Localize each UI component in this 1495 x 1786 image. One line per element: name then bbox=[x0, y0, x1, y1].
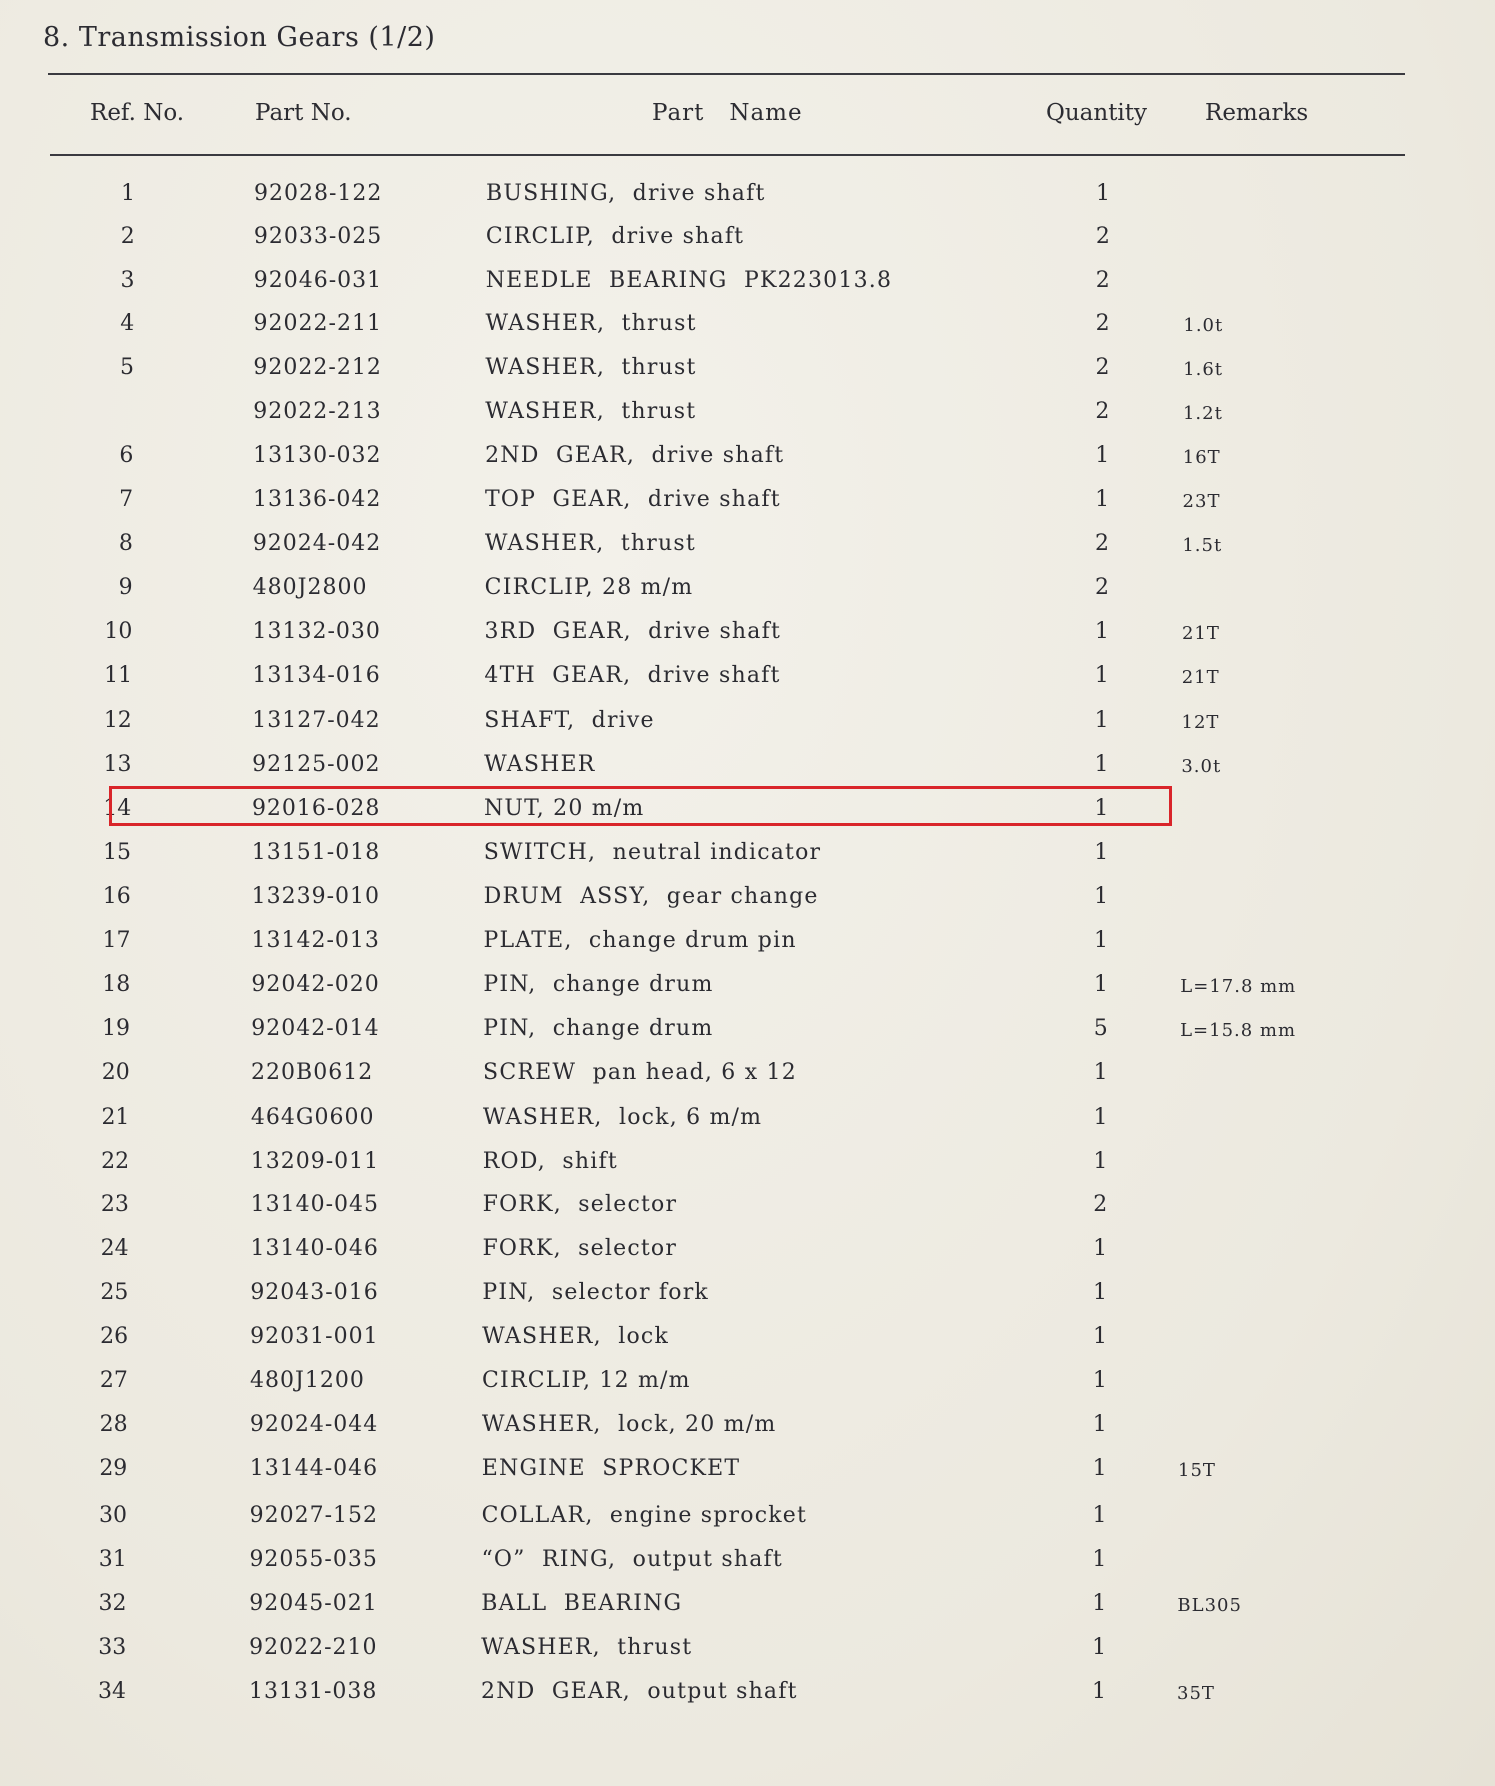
part-name-cell: PIN, change drum bbox=[483, 972, 714, 997]
quantity-cell: 1 bbox=[1094, 928, 1108, 953]
quantity-cell: 1 bbox=[1094, 708, 1109, 733]
quantity-cell: 1 bbox=[1094, 840, 1109, 865]
ref-no-cell: 3 bbox=[120, 268, 135, 293]
remarks-cell: 1.5t bbox=[1182, 535, 1223, 556]
part-no-cell: 220B0612 bbox=[251, 1060, 374, 1085]
header-rule bbox=[50, 154, 1405, 156]
quantity-cell: 2 bbox=[1093, 1192, 1108, 1217]
part-no-cell: 92031-001 bbox=[250, 1324, 379, 1349]
part-name-cell: SHAFT, drive bbox=[484, 708, 655, 733]
table-row bbox=[0, 487, 1495, 531]
part-name-cell: DRUM ASSY, gear change bbox=[483, 884, 819, 909]
part-name-cell: SCREW pan head, 6 x 12 bbox=[483, 1060, 797, 1085]
part-no-cell: 92027-152 bbox=[249, 1503, 378, 1528]
quantity-cell: 1 bbox=[1092, 1456, 1107, 1481]
ref-no-cell: 10 bbox=[104, 619, 133, 644]
table-row bbox=[0, 928, 1495, 972]
part-no-cell: 13132-030 bbox=[252, 619, 381, 644]
part-no-cell: 13142-013 bbox=[251, 928, 380, 953]
part-no-cell: 92042-020 bbox=[251, 972, 380, 997]
ref-no-cell: 11 bbox=[104, 663, 133, 688]
part-name-cell: TOP GEAR, drive shaft bbox=[484, 487, 781, 512]
remarks-cell: 23T bbox=[1182, 491, 1221, 512]
ref-no-cell: 23 bbox=[100, 1192, 129, 1217]
table-row bbox=[0, 1324, 1495, 1368]
quantity-cell: 1 bbox=[1094, 752, 1109, 777]
table-row bbox=[0, 399, 1495, 443]
table-row bbox=[0, 619, 1495, 663]
part-no-cell: 13144-046 bbox=[249, 1456, 379, 1481]
ref-no-cell: 32 bbox=[98, 1591, 127, 1616]
remarks-cell: 15T bbox=[1178, 1460, 1216, 1481]
table-row bbox=[0, 443, 1495, 487]
part-name-cell: BALL BEARING bbox=[481, 1591, 683, 1616]
part-no-cell: 13140-046 bbox=[250, 1236, 379, 1261]
remarks-cell: L=15.8 mm bbox=[1180, 1020, 1297, 1041]
part-no-cell: 92024-042 bbox=[252, 531, 382, 556]
part-name-cell: PLATE, change drum pin bbox=[483, 928, 797, 953]
table-row bbox=[0, 1236, 1495, 1280]
part-no-cell: 92024-044 bbox=[249, 1412, 379, 1437]
table-row bbox=[0, 575, 1495, 619]
part-no-cell: 92043-016 bbox=[250, 1280, 379, 1305]
part-no-cell: 92046-031 bbox=[253, 268, 383, 293]
table-row bbox=[0, 1679, 1495, 1723]
table-row bbox=[0, 840, 1495, 884]
part-no-cell: 13127-042 bbox=[252, 708, 381, 733]
part-name-cell: NUT, 20 m/m bbox=[483, 796, 645, 821]
quantity-cell: 2 bbox=[1095, 268, 1110, 293]
part-no-cell: 13209-011 bbox=[250, 1149, 380, 1174]
part-name-cell: 3RD GEAR, drive shaft bbox=[484, 619, 782, 644]
part-name-cell: NEEDLE BEARING PK223013.8 bbox=[485, 268, 893, 293]
ref-no-cell: 1 bbox=[121, 181, 135, 206]
table-row bbox=[0, 1368, 1495, 1412]
part-name-cell: WASHER, thrust bbox=[485, 399, 697, 424]
ref-no-cell: 34 bbox=[98, 1679, 126, 1704]
quantity-cell: 5 bbox=[1093, 1016, 1108, 1041]
part-name-cell: CIRCLIP, drive shaft bbox=[485, 224, 745, 249]
table-row bbox=[0, 1412, 1495, 1456]
quantity-cell: 1 bbox=[1092, 1324, 1107, 1349]
part-name-cell: WASHER, thrust bbox=[481, 1635, 693, 1660]
part-name-cell: WASHER, lock bbox=[482, 1324, 669, 1349]
ref-no-cell: 31 bbox=[98, 1547, 127, 1572]
table-row bbox=[0, 663, 1495, 707]
ref-no-cell: 18 bbox=[102, 972, 131, 997]
quantity-cell: 1 bbox=[1093, 1105, 1108, 1130]
part-name-cell: WASHER, thrust bbox=[485, 355, 697, 380]
ref-no-cell: 28 bbox=[99, 1412, 128, 1437]
part-no-cell: 464G0600 bbox=[250, 1105, 375, 1130]
table-row bbox=[0, 1635, 1495, 1679]
quantity-cell: 2 bbox=[1095, 224, 1110, 249]
remarks-cell: BL305 bbox=[1177, 1595, 1242, 1616]
quantity-cell: 1 bbox=[1096, 181, 1110, 206]
quantity-cell: 1 bbox=[1094, 796, 1109, 821]
part-name-cell: 2ND GEAR, output shaft bbox=[481, 1679, 798, 1704]
ref-no-cell: 13 bbox=[103, 752, 132, 777]
table-row bbox=[0, 1105, 1495, 1149]
part-name-cell: 2ND GEAR, drive shaft bbox=[485, 443, 785, 468]
part-no-cell: 92045-021 bbox=[249, 1591, 378, 1616]
quantity-cell: 1 bbox=[1092, 1368, 1107, 1393]
ref-no-cell: 6 bbox=[119, 443, 134, 468]
ref-no-cell: 9 bbox=[118, 575, 133, 600]
ref-no-cell: 29 bbox=[99, 1456, 128, 1481]
ref-no-cell: 17 bbox=[102, 928, 131, 953]
table-row bbox=[0, 1280, 1495, 1324]
table-row bbox=[0, 1547, 1495, 1591]
part-no-cell: 480J1200 bbox=[250, 1368, 365, 1393]
ref-no-cell: 2 bbox=[120, 224, 135, 249]
table-row bbox=[0, 181, 1495, 225]
quantity-cell: 2 bbox=[1095, 399, 1110, 424]
quantity-cell: 1 bbox=[1094, 663, 1109, 688]
quantity-cell: 2 bbox=[1095, 355, 1110, 380]
ref-no-cell: 8 bbox=[118, 531, 133, 556]
table-row bbox=[0, 1456, 1495, 1500]
ref-no-cell: 27 bbox=[99, 1368, 128, 1393]
header-ref-no: Ref. No. bbox=[90, 100, 185, 126]
remarks-cell: 1.6t bbox=[1183, 359, 1224, 380]
quantity-cell: 1 bbox=[1092, 1679, 1106, 1704]
remarks-cell: 3.0t bbox=[1181, 756, 1222, 777]
part-no-cell: 480J2800 bbox=[252, 575, 368, 600]
remarks-cell: 35T bbox=[1177, 1683, 1215, 1704]
part-name-cell: PIN, change drum bbox=[483, 1016, 714, 1041]
remarks-cell: 16T bbox=[1182, 447, 1221, 468]
quantity-cell: 1 bbox=[1092, 1412, 1107, 1437]
part-no-cell: 92125-002 bbox=[252, 752, 381, 777]
quantity-cell: 1 bbox=[1093, 1149, 1108, 1174]
table-row bbox=[0, 1192, 1495, 1236]
ref-no-cell: 7 bbox=[119, 487, 134, 512]
ref-no-cell: 25 bbox=[100, 1280, 129, 1305]
ref-no-cell: 26 bbox=[100, 1324, 129, 1349]
part-name-cell: SWITCH, neutral indicator bbox=[483, 840, 822, 865]
ref-no-cell: 16 bbox=[102, 884, 131, 909]
table-row bbox=[0, 1591, 1495, 1635]
part-no-cell: 92055-035 bbox=[249, 1547, 378, 1572]
part-name-cell: WASHER, thrust bbox=[485, 311, 697, 336]
quantity-cell: 1 bbox=[1093, 1060, 1108, 1085]
table-row bbox=[0, 355, 1495, 399]
quantity-cell: 1 bbox=[1095, 443, 1110, 468]
part-name-cell: WASHER, lock, 20 m/m bbox=[481, 1412, 777, 1437]
part-name-cell: PIN, selector fork bbox=[482, 1280, 709, 1305]
ref-no-cell: 14 bbox=[103, 796, 132, 821]
part-name-cell: ROD, shift bbox=[482, 1149, 618, 1174]
quantity-cell: 2 bbox=[1094, 575, 1109, 600]
part-no-cell: 13131-038 bbox=[249, 1679, 378, 1704]
part-no-cell: 13140-045 bbox=[250, 1192, 380, 1217]
part-no-cell: 92042-014 bbox=[251, 1016, 380, 1041]
part-no-cell: 92028-122 bbox=[254, 181, 383, 206]
remarks-cell: 1.0t bbox=[1183, 315, 1224, 336]
quantity-cell: 2 bbox=[1095, 311, 1110, 336]
header-part-no: Part No. bbox=[255, 100, 352, 126]
part-name-cell: FORK, selector bbox=[482, 1192, 678, 1217]
remarks-cell: 21T bbox=[1181, 623, 1220, 644]
part-name-cell: BUSHING, drive shaft bbox=[486, 181, 766, 206]
table-row bbox=[0, 884, 1495, 928]
ref-no-cell: 22 bbox=[101, 1149, 130, 1174]
page-title: 8. Transmission Gears (1/2) bbox=[43, 22, 436, 53]
part-name-cell: WASHER, thrust bbox=[484, 531, 696, 556]
table-row bbox=[0, 1149, 1495, 1193]
title-rule bbox=[48, 73, 1405, 75]
part-no-cell: 13239-010 bbox=[251, 884, 381, 909]
part-no-cell: 13130-032 bbox=[253, 443, 382, 468]
part-name-cell: COLLAR, engine sprocket bbox=[481, 1503, 808, 1528]
part-no-cell: 92033-025 bbox=[253, 224, 383, 249]
part-name-cell: WASHER, lock, 6 m/m bbox=[482, 1105, 763, 1130]
quantity-cell: 1 bbox=[1094, 619, 1109, 644]
part-no-cell: 92022-210 bbox=[249, 1635, 378, 1660]
part-no-cell: 13151-018 bbox=[251, 840, 381, 865]
ref-no-cell: 30 bbox=[99, 1503, 128, 1528]
part-name-cell: WASHER bbox=[484, 752, 596, 777]
table-row bbox=[0, 531, 1495, 575]
quantity-cell: 1 bbox=[1092, 1547, 1107, 1572]
part-name-cell: CIRCLIP, 12 m/m bbox=[482, 1368, 691, 1393]
table-row bbox=[0, 972, 1495, 1016]
ref-no-cell: 19 bbox=[101, 1016, 130, 1041]
quantity-cell: 1 bbox=[1092, 1591, 1107, 1616]
part-name-cell: CIRCLIP, 28 m/m bbox=[484, 575, 694, 600]
ref-no-cell: 21 bbox=[101, 1105, 130, 1130]
remarks-cell: 12T bbox=[1181, 712, 1220, 733]
ref-no-cell: 24 bbox=[100, 1236, 129, 1261]
table-row bbox=[0, 1016, 1495, 1060]
part-name-cell: ENGINE SPROCKET bbox=[481, 1456, 741, 1481]
ref-no-cell: 5 bbox=[119, 355, 134, 380]
quantity-cell: 2 bbox=[1095, 531, 1110, 556]
quantity-cell: 1 bbox=[1093, 1280, 1108, 1305]
part-no-cell: 92022-211 bbox=[253, 311, 382, 336]
ref-no-cell: 12 bbox=[103, 708, 132, 733]
remarks-cell: 21T bbox=[1181, 667, 1220, 688]
quantity-cell: 1 bbox=[1093, 1236, 1108, 1261]
quantity-cell: 1 bbox=[1094, 884, 1109, 909]
ref-no-cell: 33 bbox=[98, 1635, 127, 1660]
table-row bbox=[0, 311, 1495, 355]
ref-no-cell: 15 bbox=[103, 840, 132, 865]
part-no-cell: 92016-028 bbox=[251, 796, 381, 821]
table-row bbox=[0, 224, 1495, 268]
remarks-cell: L=17.8 mm bbox=[1180, 976, 1297, 997]
ref-no-cell: 20 bbox=[101, 1060, 130, 1085]
header-quantity: Quantity bbox=[1046, 100, 1148, 126]
ref-no-cell: 4 bbox=[120, 311, 135, 336]
part-name-cell: FORK, selector bbox=[482, 1236, 678, 1261]
part-name-cell: “O” RING, output shaft bbox=[481, 1547, 783, 1572]
quantity-cell: 1 bbox=[1095, 487, 1110, 512]
table-row bbox=[0, 708, 1495, 752]
remarks-cell: 1.2t bbox=[1182, 403, 1223, 424]
quantity-cell: 1 bbox=[1092, 1503, 1107, 1528]
part-name-cell: 4TH GEAR, drive shaft bbox=[484, 663, 781, 688]
table-row bbox=[0, 1060, 1495, 1104]
table-row bbox=[0, 268, 1495, 312]
part-no-cell: 92022-212 bbox=[253, 355, 382, 380]
header-part-name: Part Name bbox=[652, 100, 803, 126]
quantity-cell: 1 bbox=[1093, 972, 1108, 997]
table-row bbox=[0, 1503, 1495, 1547]
part-no-cell: 13136-042 bbox=[252, 487, 382, 512]
header-remarks: Remarks bbox=[1205, 100, 1309, 126]
quantity-cell: 1 bbox=[1092, 1635, 1107, 1660]
part-no-cell: 92022-213 bbox=[253, 399, 382, 424]
row-highlight-box bbox=[109, 786, 1172, 826]
part-no-cell: 13134-016 bbox=[252, 663, 381, 688]
